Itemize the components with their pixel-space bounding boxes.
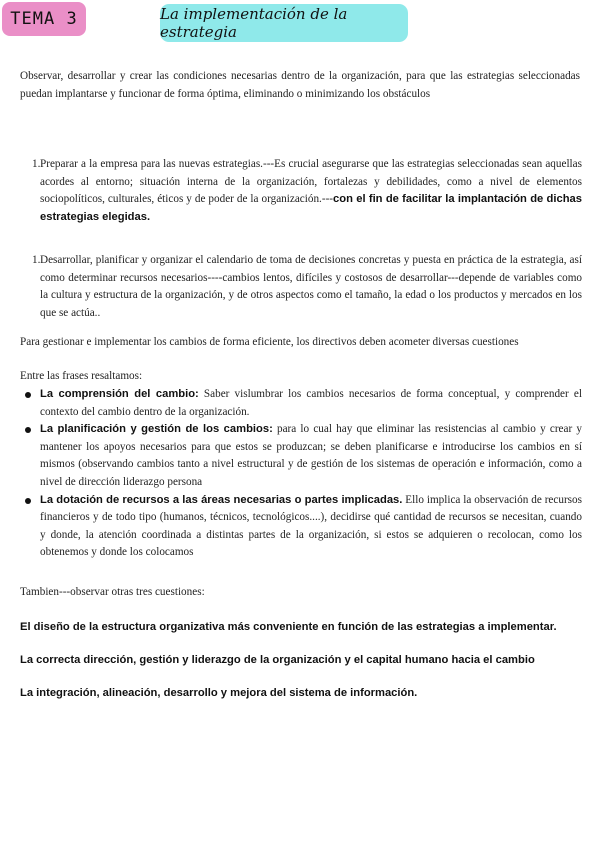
bullet-dot-icon bbox=[25, 427, 31, 433]
bullet-item bbox=[20, 386, 582, 421]
bullet-list bbox=[20, 386, 582, 562]
numbered-marker: 1. bbox=[32, 254, 41, 266]
tema-badge bbox=[2, 2, 86, 36]
cuestion-3: La integración, alineación, desarrollo y mejora del sistema de información. bbox=[20, 687, 418, 699]
bullet-bold: La planificación y gestión de los cambios: bbox=[40, 423, 273, 436]
cuestion-2: La correcta dirección, gestión y liderazgo de la organización y el capital humano hacia el cambio bbox=[20, 654, 535, 666]
bullet-dot-icon bbox=[25, 498, 31, 504]
bullet-dot-icon bbox=[25, 392, 31, 398]
page-title-box bbox=[160, 4, 408, 42]
para-gestionar: Para gestionar e implementar los cambios de forma eficiente, los directivos deben acometer diversas cuestiones bbox=[20, 336, 519, 348]
page-title: La implementación de la estrategia bbox=[160, 5, 348, 41]
cuestion-1: El diseño de la estructura organizativa más conveniente en función de las estrategias a implementar. bbox=[20, 621, 557, 633]
numbered-item-2 bbox=[32, 252, 582, 322]
bullet-item bbox=[20, 421, 582, 491]
bullet-bold: La dotación de recursos a las áreas necesarias o partes implicadas. bbox=[40, 493, 403, 506]
bullet-text: para lo cual hay que eliminar las resistencias al cambio y crear y mantener los apoyos necesarios para que estos se produzcan; se deben planificarse e introducirse los cambios en sí mismos (observando cambios tanto a nivel estructural y de gestión de los sistemas de operación e información, como a nivel de dirección liderazgo persona bbox=[40, 423, 582, 488]
numbered-item-bold: con el fin de facilitar la implantación de dichas estrategias elegidas. bbox=[40, 193, 582, 223]
entre-frases: Entre las frases resaltamos: bbox=[20, 370, 143, 382]
bullet-item bbox=[20, 492, 582, 562]
bullet-text: Saber vislumbrar los cambios necesarios de forma conceptual, y comprender el contexto del cambio dentro de la organización. bbox=[40, 388, 582, 418]
numbered-item-1 bbox=[32, 156, 582, 226]
numbered-item-text: Desarrollar, planificar y organizar el calendario de toma de decisiones concretas y puesta en práctica de la estrategia, así como determinar recursos necesarios----cambios lentos, difíciles y costosos de desarrollar---depende de variables como la cultura y estructura de la organización, y de otros aspectos como el tamaño, la edad o los productos y mercados en los que se actúa.. bbox=[40, 254, 582, 319]
bullet-text: Ello implica la observación de recursos financieros y de todo tipo (humanos, técnicos, tecnológicos....), decidirse qué cantidad de recursos se necesitan, cuando y donde, la atención coordinada a distintas partes de la organización, si estos se adquieren o recolocan, como los obtenemos y donde los colocamos bbox=[40, 493, 582, 559]
numbered-marker: 1. bbox=[32, 158, 41, 170]
tema-label: TEMA 3 bbox=[10, 9, 78, 29]
numbered-item-text: Preparar a la empresa para las nuevas estrategias.---Es crucial asegurarse que las estrategias seleccionadas sean aquellas acordes al entorno; situación interna de la organización, fortalezas y debilidades, como a nivel de elementos sociopolíticos, culturales, éticos y de poder de la organización.--- bbox=[40, 158, 582, 206]
tambien-paragraph: Tambien---observar otras tres cuestiones: bbox=[20, 586, 205, 598]
bullet-bold: La comprensión del cambio: bbox=[40, 388, 199, 400]
intro-paragraph: Observar, desarrollar y crear las condiciones necesarias dentro de la organización, para que las estrategias seleccionadas puedan implantarse y funcionar de forma óptima, eliminando o minimizando los obstáculos bbox=[20, 70, 580, 100]
